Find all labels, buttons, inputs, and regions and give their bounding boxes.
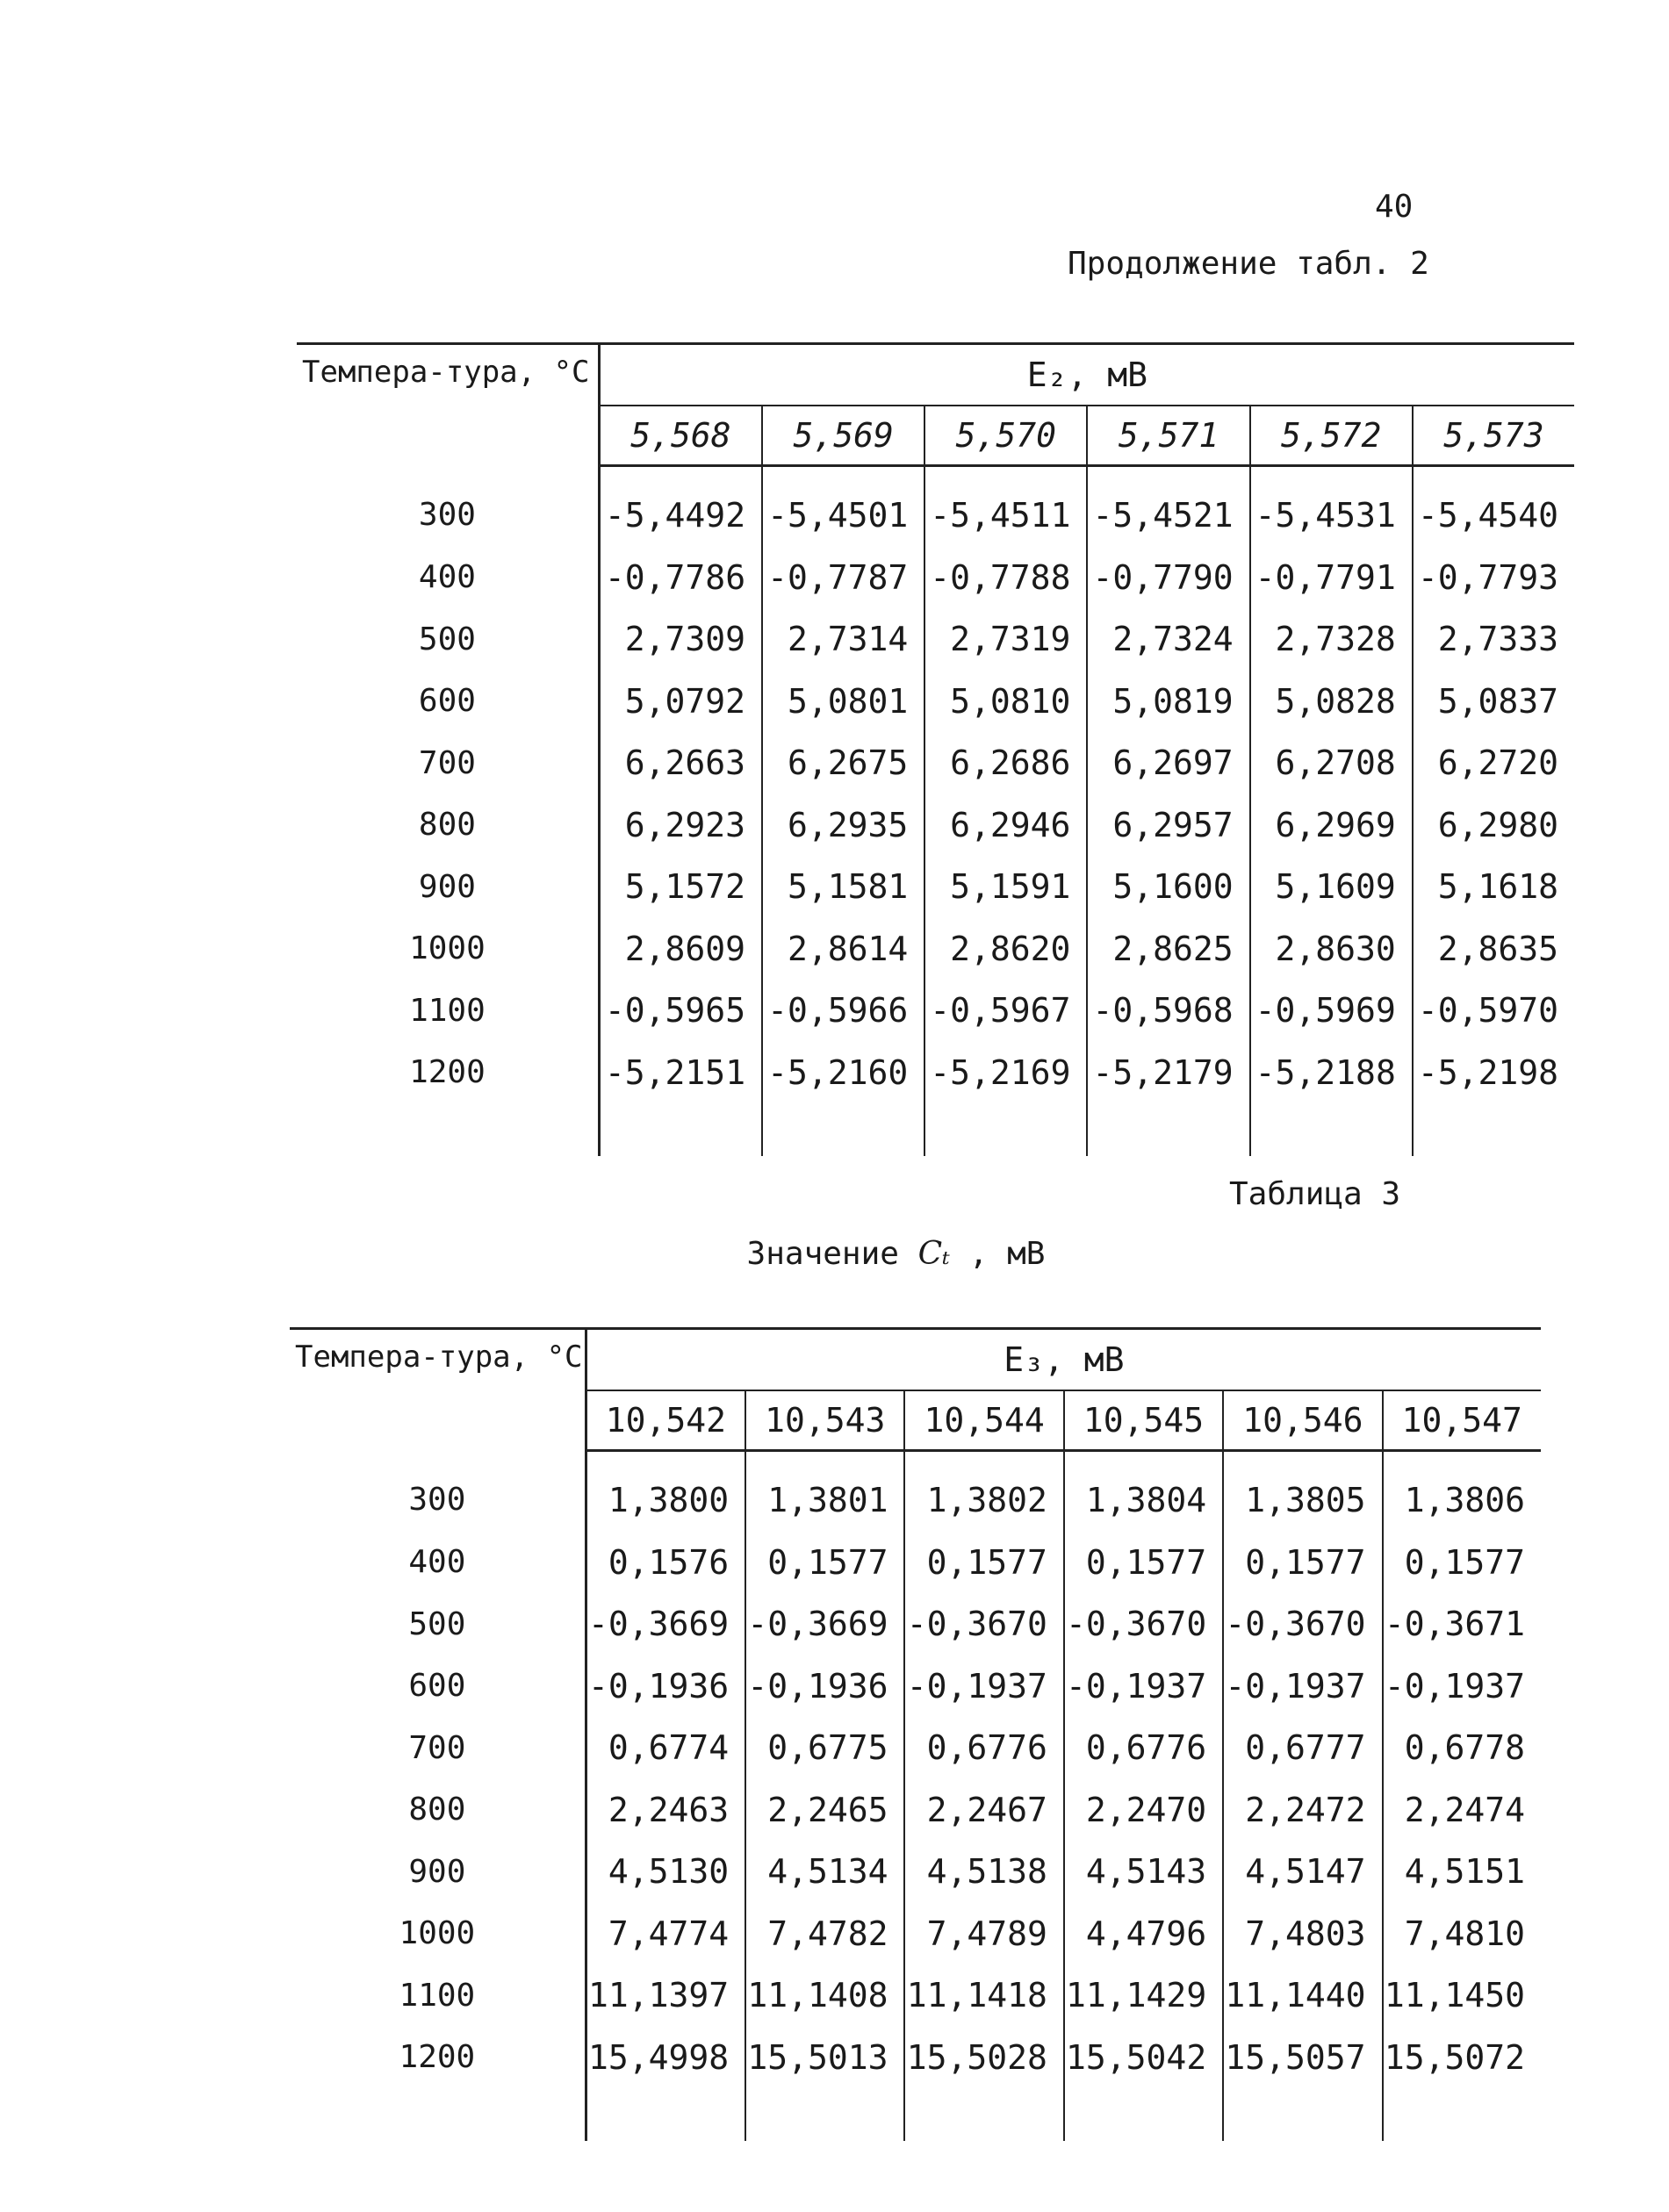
value-cell: 5,0819 (1087, 671, 1249, 733)
temperature-cell: 500 (290, 1593, 586, 1655)
table-row (297, 732, 1574, 794)
table-row (297, 918, 1574, 980)
table-row (297, 980, 1574, 1042)
value-cell: -0,3670 (904, 1593, 1063, 1655)
value-cell: 4,5143 (1064, 1841, 1223, 1903)
empty-cell (1250, 1103, 1413, 1156)
column-header: 5,571 (1087, 406, 1249, 466)
table-row-spacer (297, 1103, 1574, 1156)
value-cell: 4,5134 (745, 1841, 904, 1903)
value-cell: -5,4531 (1250, 466, 1413, 547)
value-cell: 2,2470 (1064, 1779, 1223, 1842)
temperature-cell: 700 (297, 732, 599, 794)
temperature-cell: 400 (290, 1532, 586, 1594)
value-cell: 5,0792 (599, 671, 762, 733)
column-header: 10,546 (1223, 1390, 1382, 1451)
table-2-continued (297, 342, 1574, 1156)
value-cell: 5,0828 (1250, 671, 1413, 733)
column-header: 5,570 (924, 406, 1087, 466)
value-cell: 11,1429 (1064, 1964, 1223, 2027)
temperature-cell: 1000 (290, 1903, 586, 1965)
value-cell: 5,0810 (924, 671, 1087, 733)
table-row (297, 1042, 1574, 1104)
column-header: 5,572 (1250, 406, 1413, 466)
empty-cell (1064, 2088, 1223, 2141)
page-number: 40 (1375, 189, 1414, 225)
table-row (290, 1717, 1541, 1779)
value-cell: 0,1576 (586, 1532, 745, 1594)
value-cell: 1,3800 (586, 1451, 745, 1532)
table-row (290, 1841, 1541, 1903)
table-row (297, 547, 1574, 609)
value-cell: -0,7790 (1087, 547, 1249, 609)
table-row (297, 466, 1574, 547)
value-cell: 2,2472 (1223, 1779, 1382, 1842)
value-cell: 5,1618 (1437, 867, 1558, 907)
value-cell: 6,2969 (1250, 794, 1413, 857)
group-header-e2: E₂, мВ (599, 344, 1574, 406)
value-cell: 2,2465 (745, 1779, 904, 1842)
value-cell: 7,4782 (745, 1903, 904, 1965)
value-cell: -5,4492 (599, 466, 762, 547)
value-cell: 0,1577 (1064, 1532, 1223, 1594)
value-cell: -0,3671 (1384, 1605, 1525, 1644)
empty-cell (1087, 1103, 1249, 1156)
temperature-cell: 900 (290, 1841, 586, 1903)
temperature-cell: 400 (297, 547, 599, 609)
value-cell: -5,4540 (1417, 496, 1558, 535)
value-cell: -0,3669 (745, 1593, 904, 1655)
table-row (297, 671, 1574, 733)
value-cell: 1,3802 (904, 1451, 1063, 1532)
value-cell: -5,2160 (762, 1042, 924, 1104)
temperature-cell: 900 (297, 856, 599, 918)
column-header: 10,545 (1064, 1390, 1223, 1451)
value-cell: -5,4501 (762, 466, 924, 547)
value-cell: 2,8630 (1250, 918, 1413, 980)
value-cell: 6,2697 (1087, 732, 1249, 794)
value-cell: -5,4521 (1087, 466, 1249, 547)
value-cell: 6,2663 (599, 732, 762, 794)
value-cell: 5,1581 (762, 856, 924, 918)
value-cell: 6,2708 (1250, 732, 1413, 794)
value-cell: 6,2980 (1437, 805, 1558, 844)
value-cell: 6,2935 (762, 794, 924, 857)
temperature-cell: 1100 (290, 1964, 586, 2027)
table-row (290, 2027, 1541, 2089)
value-cell: 5,1609 (1250, 856, 1413, 918)
empty-cell (1413, 1103, 1574, 1156)
value-cell: 6,2946 (924, 794, 1087, 857)
value-cell: 1,3806 (1404, 1481, 1525, 1520)
value-cell: 11,1450 (1384, 1976, 1525, 2015)
temperature-cell: 300 (290, 1451, 586, 1532)
value-cell: 2,8635 (1437, 929, 1558, 968)
table-row (290, 1903, 1541, 1965)
column-header: 10,543 (745, 1390, 904, 1451)
table-row (290, 1532, 1541, 1594)
table-body (290, 1451, 1541, 2142)
subtitle-symbol: Cₜ (917, 1236, 951, 1272)
table-row (290, 1451, 1541, 1532)
table-row (297, 794, 1574, 857)
temperature-cell: 600 (297, 671, 599, 733)
temperature-cell: 800 (290, 1779, 586, 1842)
value-cell: 2,8620 (924, 918, 1087, 980)
value-cell: 2,7324 (1087, 608, 1249, 671)
value-cell: -0,7793 (1417, 557, 1558, 597)
value-cell: 4,5138 (904, 1841, 1063, 1903)
table-row (290, 1655, 1541, 1718)
column-header: 10,547 (1383, 1390, 1541, 1451)
table-row (297, 608, 1574, 671)
value-cell: 0,6774 (586, 1717, 745, 1779)
value-cell: 15,5072 (1384, 2037, 1525, 2077)
value-cell: -5,2179 (1087, 1042, 1249, 1104)
temperature-cell: 1100 (297, 980, 599, 1042)
value-cell: 6,2686 (924, 732, 1087, 794)
table-continuation-label: Продолжение табл. 2 (1068, 246, 1429, 282)
value-cell: 4,5130 (586, 1841, 745, 1903)
value-cell: 0,1577 (1223, 1532, 1382, 1594)
value-cell: 7,4774 (586, 1903, 745, 1965)
value-cell: -0,1937 (1223, 1655, 1382, 1718)
temperature-cell: 1200 (297, 1042, 599, 1104)
value-cell: 5,0801 (762, 671, 924, 733)
value-cell: 0,1577 (904, 1532, 1063, 1594)
subtitle-unit: , мВ (968, 1236, 1046, 1272)
value-cell: 2,8625 (1087, 918, 1249, 980)
value-cell: 0,6776 (904, 1717, 1063, 1779)
value-cell: -0,5968 (1087, 980, 1249, 1042)
table-row-spacer (290, 2088, 1541, 2141)
value-cell: 0,6775 (745, 1717, 904, 1779)
empty-cell (1383, 2088, 1541, 2141)
value-cell: 0,6777 (1223, 1717, 1382, 1779)
value-cell: 5,1591 (924, 856, 1087, 918)
value-cell: -0,1937 (1064, 1655, 1223, 1718)
value-cell: -5,2151 (599, 1042, 762, 1104)
value-cell: -5,2188 (1250, 1042, 1413, 1104)
value-cell: 2,2463 (586, 1779, 745, 1842)
value-cell: -0,7786 (599, 547, 762, 609)
value-cell: 11,1440 (1223, 1964, 1382, 2027)
value-cell: -5,2198 (1417, 1052, 1558, 1092)
value-cell: 6,2675 (762, 732, 924, 794)
value-cell: -0,5966 (762, 980, 924, 1042)
empty-cell (290, 2088, 586, 2141)
empty-cell (924, 1103, 1087, 1156)
table-body (297, 466, 1574, 1157)
value-cell: 6,2720 (1437, 743, 1558, 783)
value-cell: 2,2474 (1404, 1790, 1525, 1829)
value-cell: 11,1418 (904, 1964, 1063, 2027)
table-subtitle (0, 1236, 1669, 1272)
value-cell: 2,7333 (1437, 620, 1558, 659)
group-header-e3: E₃, мВ (586, 1329, 1541, 1391)
value-cell: 15,5028 (904, 2027, 1063, 2089)
value-cell: -5,2169 (924, 1042, 1087, 1104)
value-cell: 2,7328 (1250, 608, 1413, 671)
temperature-cell: 300 (297, 466, 599, 547)
value-cell: -0,5970 (1417, 991, 1558, 1031)
value-cell: 7,4789 (904, 1903, 1063, 1965)
value-cell: 5,1572 (599, 856, 762, 918)
column-header: 10,542 (586, 1390, 745, 1451)
value-cell: 4,4796 (1064, 1903, 1223, 1965)
value-cell: 0,6776 (1064, 1717, 1223, 1779)
value-cell: 4,5151 (1404, 1852, 1525, 1892)
value-cell: -0,5965 (599, 980, 762, 1042)
value-cell: 2,2467 (904, 1779, 1063, 1842)
value-cell: -0,3669 (586, 1593, 745, 1655)
temperature-cell: 1000 (297, 918, 599, 980)
value-cell: 15,5042 (1064, 2027, 1223, 2089)
value-cell: -0,7791 (1250, 547, 1413, 609)
value-cell: -0,5967 (924, 980, 1087, 1042)
table-3 (290, 1327, 1541, 2141)
empty-cell (599, 1103, 762, 1156)
value-cell: -5,4511 (924, 466, 1087, 547)
value-cell: 2,8609 (599, 918, 762, 980)
value-cell: 5,1600 (1087, 856, 1249, 918)
empty-cell (1223, 2088, 1382, 2141)
value-cell: 15,5013 (745, 2027, 904, 2089)
column-header: 5,568 (599, 406, 762, 466)
empty-cell (904, 2088, 1063, 2141)
value-cell: 7,4810 (1404, 1914, 1525, 1953)
empty-cell (762, 1103, 924, 1156)
column-header: 5,569 (762, 406, 924, 466)
value-cell: -0,1936 (745, 1655, 904, 1718)
value-cell: 0,1577 (1404, 1542, 1525, 1582)
value-cell: 6,2957 (1087, 794, 1249, 857)
value-cell: 15,4998 (586, 2027, 745, 2089)
empty-cell (586, 2088, 745, 2141)
table-row (290, 1593, 1541, 1655)
value-cell: 0,1577 (745, 1532, 904, 1594)
value-cell: 0,6778 (1404, 1728, 1525, 1768)
value-cell: 2,7314 (762, 608, 924, 671)
temperature-cell: 1200 (290, 2027, 586, 2089)
empty-cell (297, 1103, 599, 1156)
temperature-cell: 800 (297, 794, 599, 857)
value-cell: 1,3805 (1223, 1451, 1382, 1532)
value-cell: 11,1408 (745, 1964, 904, 2027)
value-cell: -0,7787 (762, 547, 924, 609)
value-cell: 11,1397 (586, 1964, 745, 2027)
table-row (297, 856, 1574, 918)
value-cell: 2,7309 (599, 608, 762, 671)
temperature-cell: 500 (297, 608, 599, 671)
value-cell: -0,1937 (904, 1655, 1063, 1718)
value-cell: 2,7319 (924, 608, 1087, 671)
value-cell: 5,0837 (1437, 681, 1558, 721)
column-header: 5,573 (1413, 406, 1574, 466)
value-cell: 7,4803 (1223, 1903, 1382, 1965)
value-cell: 1,3804 (1064, 1451, 1223, 1532)
value-cell: -0,7788 (924, 547, 1087, 609)
value-cell: 4,5147 (1223, 1841, 1382, 1903)
value-cell: -0,3670 (1064, 1593, 1223, 1655)
value-cell: -0,1936 (586, 1655, 745, 1718)
value-cell: 15,5057 (1223, 2027, 1382, 2089)
empty-cell (745, 2088, 904, 2141)
temperature-cell: 600 (290, 1655, 586, 1718)
table-caption: Таблица 3 (1229, 1176, 1401, 1212)
temperature-cell: 700 (290, 1717, 586, 1779)
value-cell: -0,1937 (1384, 1666, 1525, 1706)
value-cell: 2,8614 (762, 918, 924, 980)
temperature-header: Темпера-тура, °С (290, 1329, 586, 1451)
value-cell: -0,3670 (1223, 1593, 1382, 1655)
value-cell: 6,2923 (599, 794, 762, 857)
table-row (290, 1779, 1541, 1842)
value-cell: -0,5969 (1250, 980, 1413, 1042)
table-row (290, 1964, 1541, 2027)
column-header: 10,544 (904, 1390, 1063, 1451)
subtitle-prefix: Значение (746, 1236, 899, 1272)
temperature-header: Темпера-тура, °С (297, 344, 599, 466)
value-cell: 1,3801 (745, 1451, 904, 1532)
